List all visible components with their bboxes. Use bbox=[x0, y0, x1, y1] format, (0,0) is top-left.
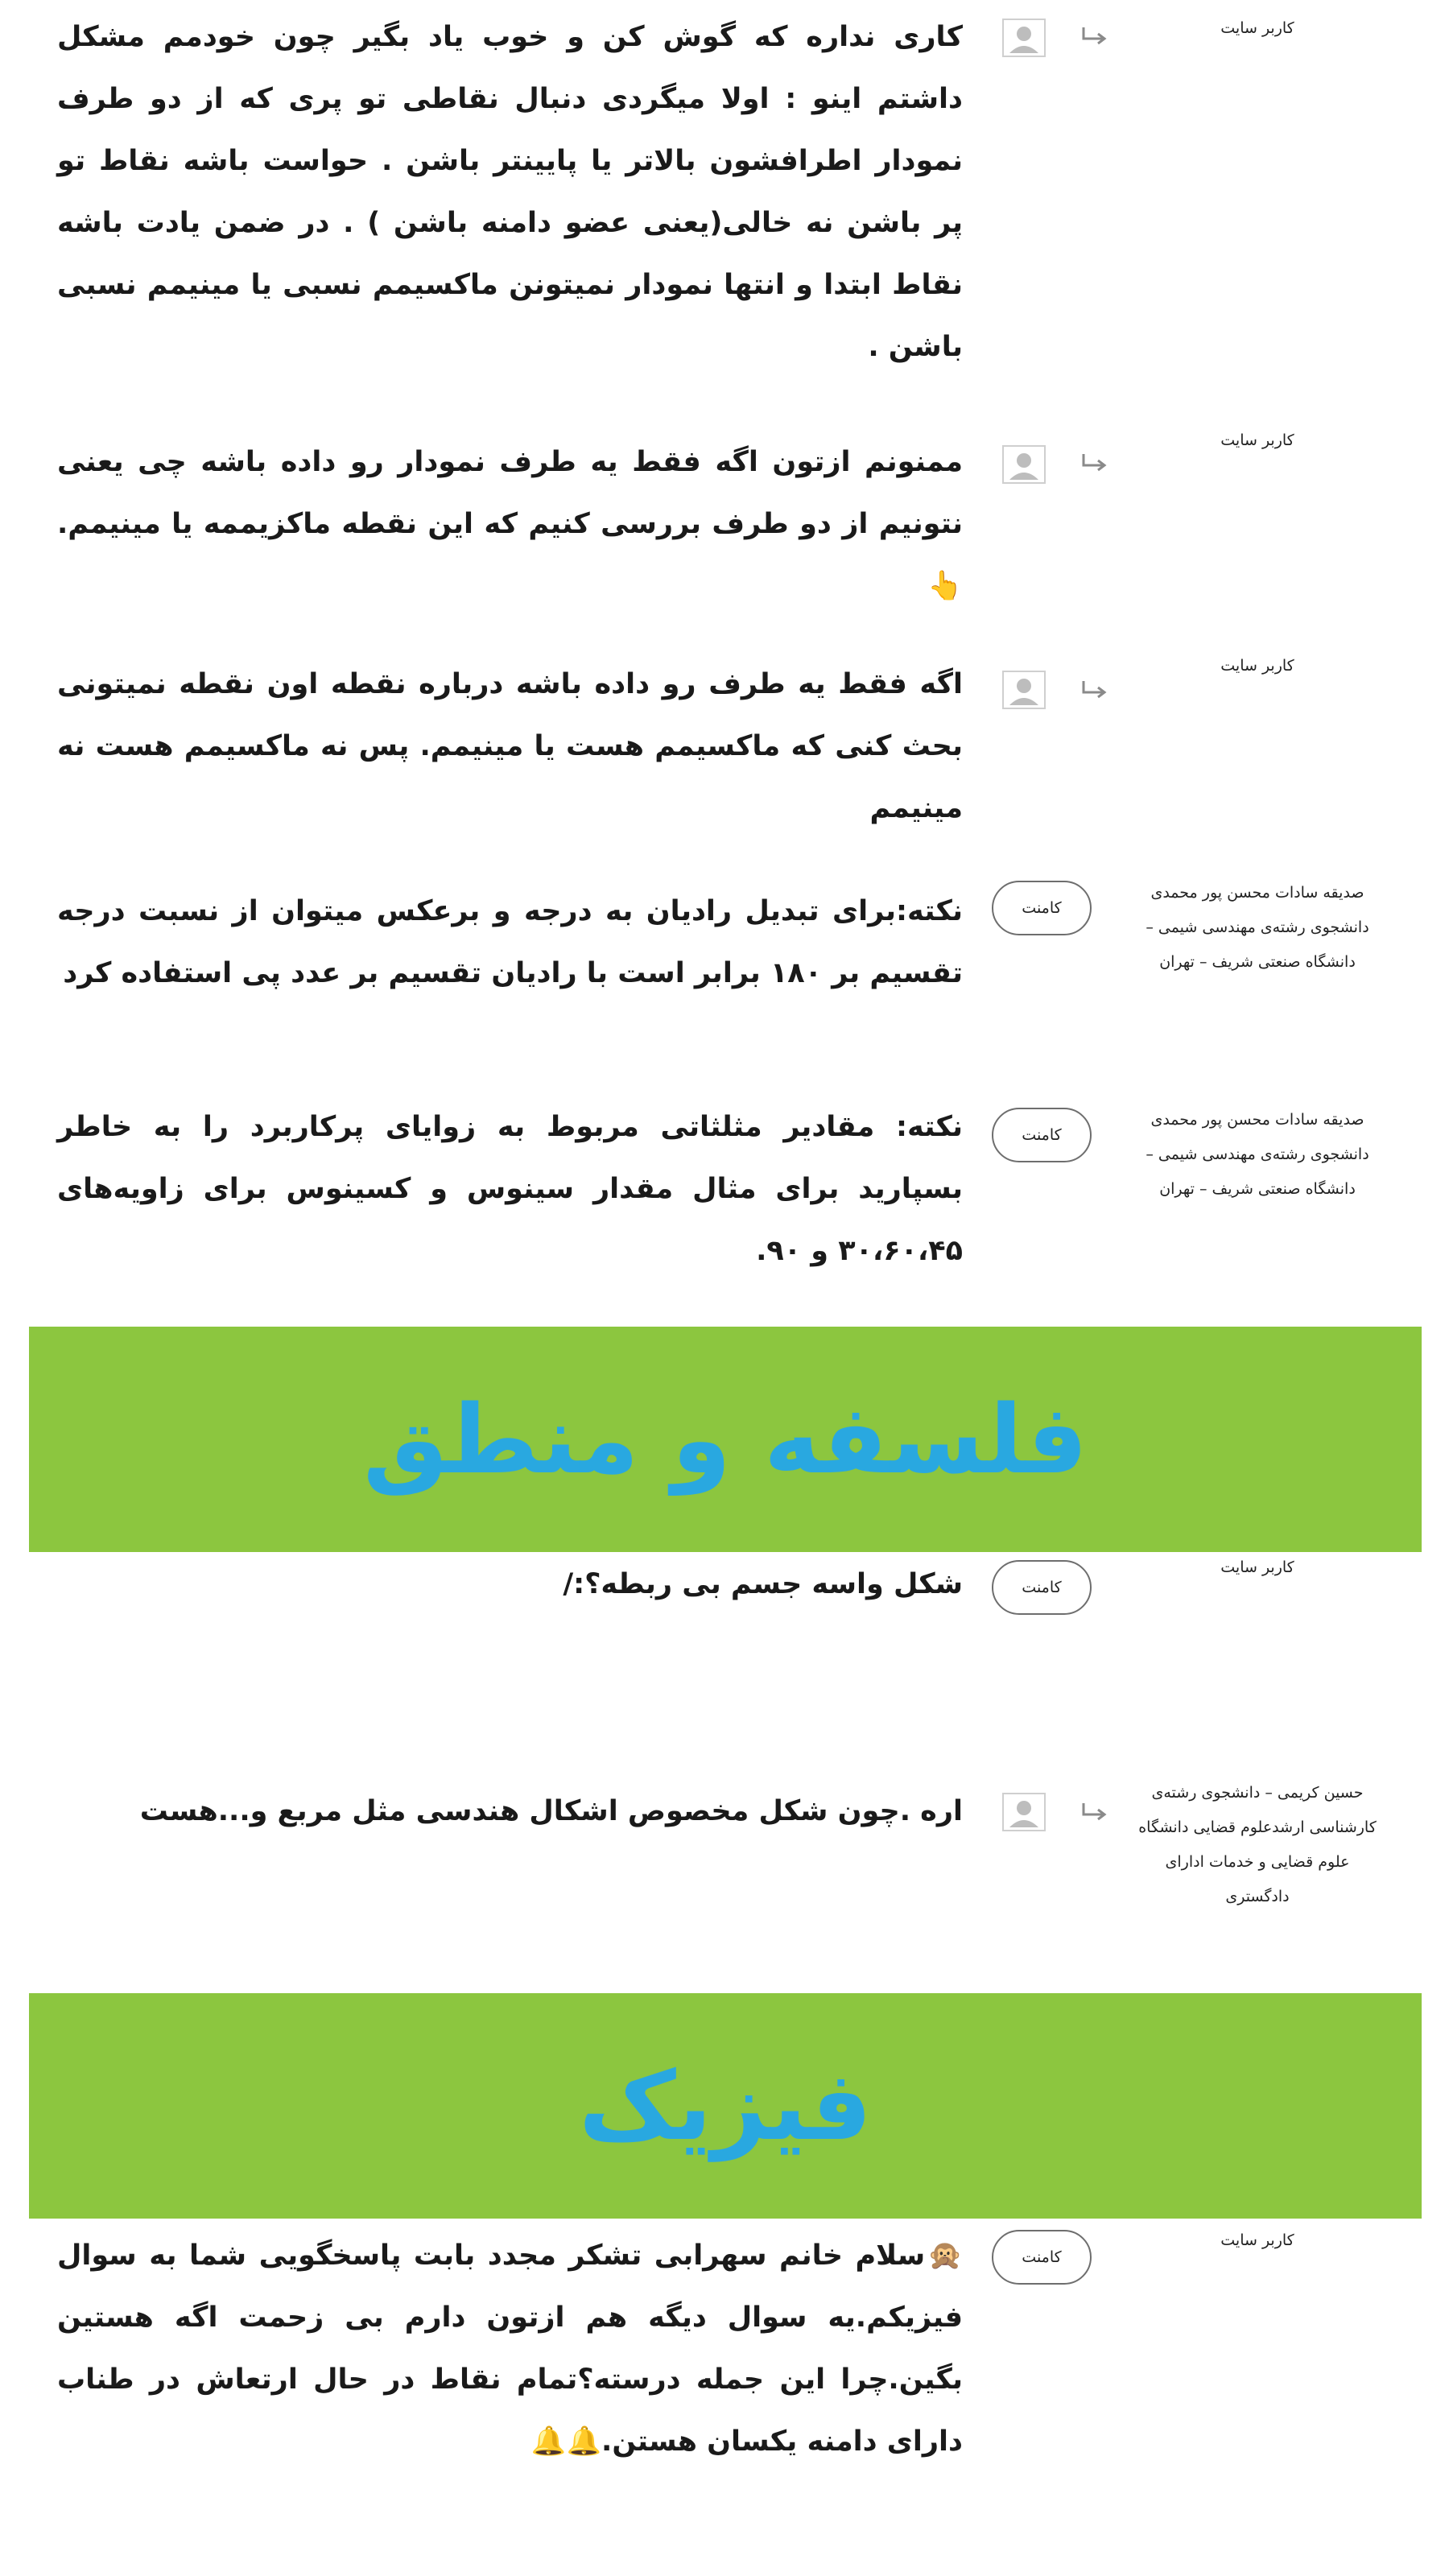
avatar-icon bbox=[1001, 18, 1046, 58]
reply-arrow-icon[interactable] bbox=[1079, 678, 1109, 702]
comment-author bbox=[1096, 423, 1418, 458]
avatar-icon bbox=[1001, 444, 1046, 485]
author-line: کاربر سایت bbox=[1220, 2231, 1294, 2249]
avatar-icon bbox=[1001, 670, 1046, 710]
author-line: دانشگاه صنعتی شریف – تهران bbox=[1159, 953, 1356, 971]
comment-author bbox=[1096, 1550, 1418, 1585]
comment-text: ممنونم ازتون اگه فقط یه طرف نمودار رو داده باشه چی یعنی نتونیم از دو طرف بررسی کنیم که این نقطه ماکزیممه یا مینیمم. 👆 bbox=[57, 446, 963, 602]
section-title: فلسفه و منطق bbox=[362, 1384, 1088, 1495]
author-line: علوم قضایی و خدمات ادارای bbox=[1165, 1853, 1350, 1871]
author-line: – دانشجوی رشته‌ی مهندسی شیمی bbox=[1146, 1146, 1369, 1163]
author-line: – دانشجوی رشته‌ی مهندسی شیمی bbox=[1146, 919, 1369, 936]
author-line: کاربر سایت bbox=[1220, 19, 1294, 37]
author-line: کاربر سایت bbox=[1220, 1558, 1294, 1576]
section-banner bbox=[29, 1327, 1422, 1552]
comment-button[interactable]: کامنت bbox=[992, 881, 1092, 935]
comment-button[interactable]: کامنت bbox=[992, 2230, 1092, 2285]
comment-text: نکته:برای تبدیل رادیان به درجه و برعکس میتوان از نسبت درجه تقسیم بر ۱۸۰ برابر است با رادیان تقسیم بر عدد پی استفاده کرد bbox=[57, 895, 963, 989]
author-line: کارشناسی ارشدعلوم قضایی دانشگاه bbox=[1138, 1818, 1377, 1836]
comment-author bbox=[1096, 649, 1418, 683]
comment-button[interactable]: کامنت bbox=[992, 1560, 1092, 1615]
comment-text: اگه فقط یه طرف رو داده باشه درباره نقطه اون نقطه نمیتونی بحث کنی که ماکسیمم هست یا مینیمم. پس نه ماکسیمم هست نه مینیمم bbox=[57, 668, 963, 824]
author-line: دادگستری bbox=[1225, 1888, 1290, 1905]
comment-author bbox=[1096, 1103, 1418, 1207]
comment-author bbox=[1096, 1776, 1418, 1914]
author-line: کاربر سایت bbox=[1220, 431, 1294, 449]
author-line: صدیقه سادات محسن پور محمدی bbox=[1150, 1111, 1364, 1129]
author-line: صدیقه سادات محسن پور محمدی bbox=[1150, 884, 1364, 902]
comment-author bbox=[1096, 876, 1418, 980]
comment-text: شکل واسه جسم بی ربطه؟:/ bbox=[563, 1568, 963, 1600]
section-title: فیزیک bbox=[579, 2050, 872, 2161]
author-line: حسین کریمی – دانشجوی رشته‌ی bbox=[1151, 1784, 1364, 1802]
author-line: کاربر سایت bbox=[1220, 657, 1294, 675]
comment-text: 🙊سلام خانم سهرابی تشکر مجدد بابت پاسخگویی شما به سوال فیزیکم.یه سوال دیگه هم ازتون دارم بی زحمت اگه هستین بگین.چرا این جمله درسته؟تمام نقاط در حال ارتعاش در طناب دارای دامنه یکسان هستن.🔔🔔 bbox=[57, 2240, 963, 2458]
reply-arrow-icon[interactable] bbox=[1079, 451, 1109, 475]
comment-text: نکته: مقادیر مثلثاتی مربوط به زوایای پرکاربرد را به خاطر بسپارید برای مثال مقدار سینوس و کسینوس برای زاویه‌های ۳۰،۶۰،۴۵ و ۹۰. bbox=[57, 1111, 963, 1267]
reply-arrow-icon[interactable] bbox=[1079, 1800, 1109, 1824]
comment-author bbox=[1096, 2223, 1418, 2258]
comment-button[interactable]: کامنت bbox=[992, 1108, 1092, 1162]
comment-text: کاری نداره که گوش کن و خوب یاد بگیر چون خودمم مشکل داشتم اینو : اولا میگردی دنبال نقاطی تو پری که از دو طرف نمودار اطرافشون بالاتر یا پایینتر باشن . حواست باشه نقاط تو پر باشن نه خالی(یعنی عضو دامنه باشن ) . در ضمن یادت باشه نقاط ابتدا و انتها نمودار نمیتونن ماکسیمم نسبی یا مینیمم نسبی باشن . bbox=[57, 21, 963, 363]
avatar-icon bbox=[1001, 1792, 1046, 1832]
comment-author bbox=[1096, 11, 1418, 46]
comment-text: اره .چون شکل مخصوص اشکال هندسی مثل مربع و...هست bbox=[139, 1795, 963, 1827]
section-banner bbox=[29, 1993, 1422, 2219]
reply-arrow-icon[interactable] bbox=[1079, 24, 1109, 48]
author-line: دانشگاه صنعتی شریف – تهران bbox=[1159, 1180, 1356, 1198]
